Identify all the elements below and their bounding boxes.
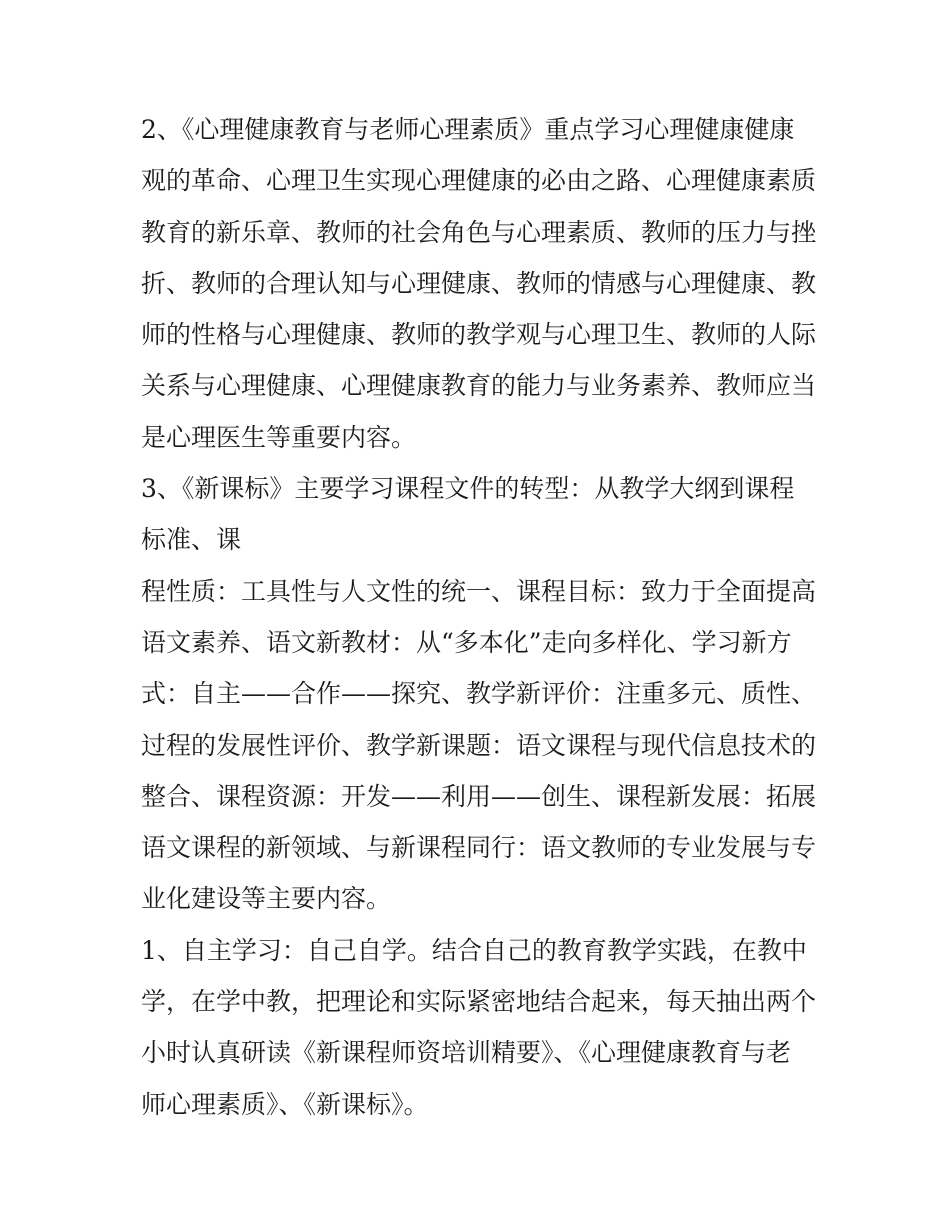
text-line: 业化建设等主要内容。 <box>141 884 392 914</box>
text-line: 师心理素质》、《新课标》。 <box>141 1089 429 1119</box>
text-line: 观的革命、心理卫生实现心理健康的必由之路、心理健康素质 <box>141 166 817 196</box>
document-body <box>141 104 817 1130</box>
text-line: 关系与心理健康、心理健康教育的能力与业务素养、教师应当 <box>141 371 817 401</box>
text-line: 程性质：工具性与人文性的统一、课程目标：致力于全面提高 <box>141 576 817 606</box>
text-line: 过程的发展性评价、教学新课题：语文课程与现代信息技术的 <box>141 730 817 760</box>
text-line: 式：自主——合作——探究、教学新评价：注重多元、质性、 <box>141 679 817 709</box>
text-line: 师的性格与心理健康、教师的教学观与心理卫生、教师的人际 <box>141 320 817 350</box>
text-line: 学，在学中教，把理论和实际紧密地结合起来，每天抽出两个 <box>141 987 817 1017</box>
text-line: 语文课程的新领域、与新课程同行：语文教师的专业发展与专 <box>141 833 817 863</box>
text-line: 3、《新课标》主要学习课程文件的转型：从教学大纲到课程 <box>141 474 795 504</box>
text-line: 折、教师的合理认知与心理健康、教师的情感与心理健康、教 <box>141 268 817 298</box>
text-line: 整合、课程资源：开发——利用——创生、课程新发展：拓展 <box>141 781 817 811</box>
text-line: 标准、课 <box>141 525 242 555</box>
text-line: 是心理医生等重要内容。 <box>141 422 417 452</box>
text-line: 1、自主学习：自己自学。结合自己的教育教学实践，在教中 <box>141 935 807 965</box>
text-line: 小时认真研读《新课程师资培训精要》、《心理健康教育与老 <box>141 1038 792 1068</box>
text-line: 语文素养、语文新教材：从“多本化”走向多样化、学习新方 <box>141 627 792 657</box>
text-line: 2、《心理健康教育与老师心理素质》重点学习心理健康健康 <box>141 115 795 144</box>
text-line: 教育的新乐章、教师的社会角色与心理素质、教师的压力与挫 <box>141 217 817 247</box>
